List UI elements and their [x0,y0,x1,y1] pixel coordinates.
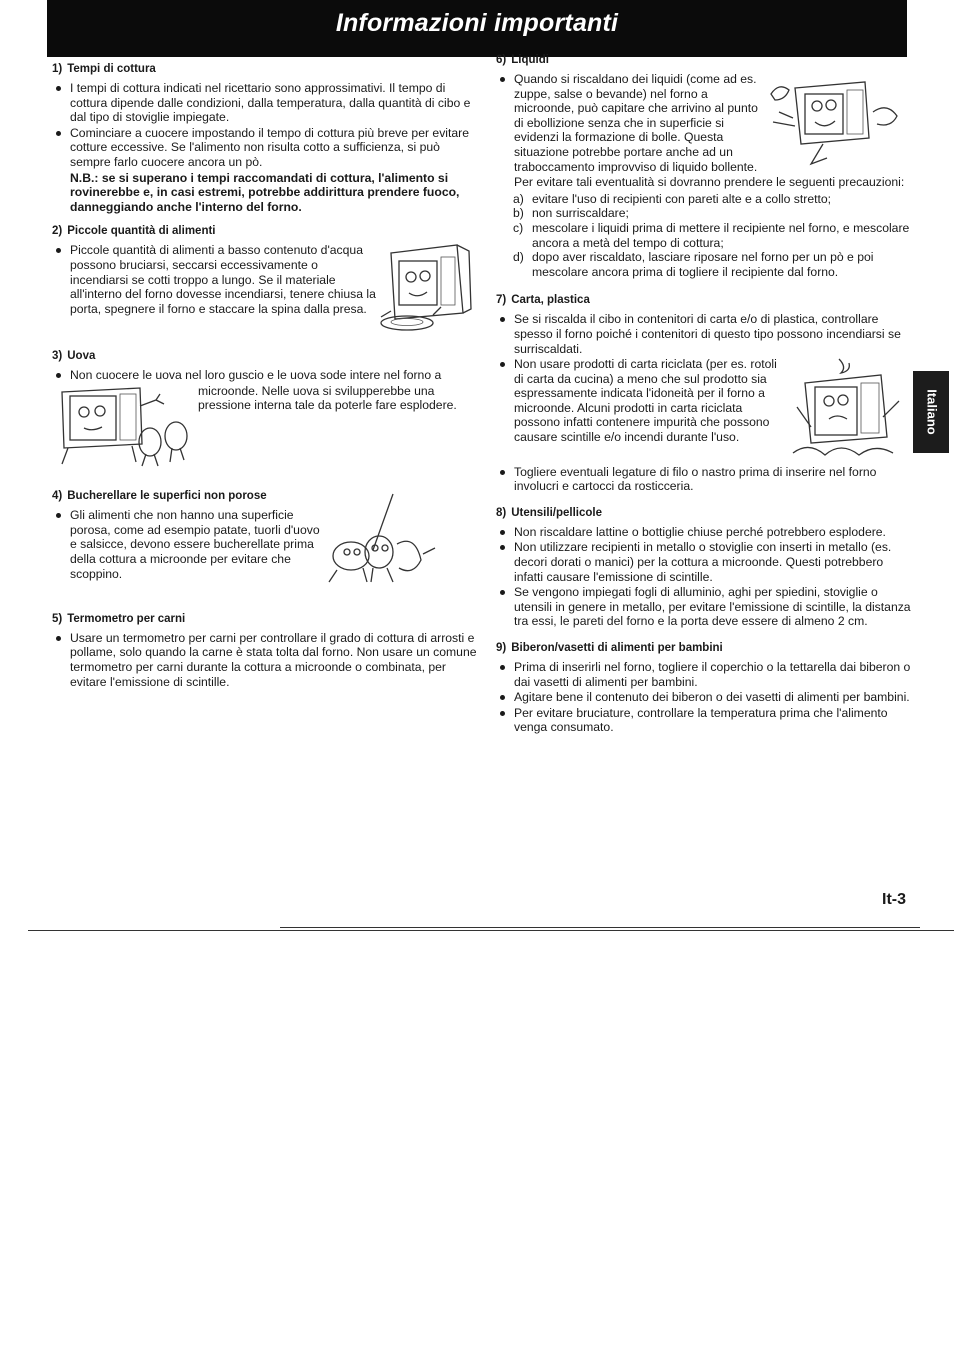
left-column [52,62,477,699]
list-item: I tempi di cottura indicati nel ricettario sono approssimativi. Il tempo di cottura dipende dalle condizioni, dalla temperatura, dalla quantità di cibo e dal tipo di stoviglie impiegate. [52,81,477,125]
list-item: Per evitare bruciature, controllare la temperatura prima che l'alimento venga consumato. [496,706,911,735]
list-item: a) evitare l'uso di recipienti con pareti alte e a collo stretto; [513,191,832,206]
section-baby-bottles [496,641,911,735]
bullet-list [496,465,911,494]
language-tab-label: Italiano [924,389,940,435]
list-item: Non cuocere le uova nel loro guscio e le uova sode intere nel forno a [52,368,477,383]
footer-rule [280,927,920,928]
footer-rule-bottom [28,930,954,931]
section-heading: 8) Utensili/pellicole [496,506,602,519]
list-item: Se si riscalda il cibo in contenitori di carta e/o di plastica, controllare spesso il forno poiché i contenitori di questo tipo possono incendiarsi se surriscaldati. [496,312,911,356]
section-heading: 7) Carta, plastica [496,294,590,307]
list-item: Usare un termometro per carni per controllare il grado di cottura di arrosti e pollame, solo quando la carne è stata tolta dal forno. Non usare un comune termometro per carni durante la cottura a microonde o combinata, per evitare l'emissione di scintille. [52,631,477,689]
section-utensils-films [496,506,911,629]
section-liquids [496,53,911,279]
list-item: c) mescolare i liquidi prima di mettere il recipiente nel forno, e mescolare ancora a metà del tempo di cottura; [513,220,910,250]
page-header [47,0,907,57]
bullet-list [496,660,911,735]
list-item: Quando si riscaldano dei liquidi (come ad es. zuppe, salse o bevande) nel forno a microonde, può capitare che arrivino al punto di ebollizione senza che in superficie si evidenzi la formazione di bolle. Questa situazione potrebbe portare anche ad un traboccamento improvviso di liquido bollente. [496,72,911,174]
section-meat-thermometer [52,612,477,689]
section-eggs [52,349,477,471]
section-cooking-times [52,62,477,214]
section-heading: 5) Termometro per carni [52,612,186,625]
bullet-list [496,357,911,445]
list-item: Togliere eventuali legature di filo o nastro prima di inserire nel forno involucri e cartocci da rosticceria. [496,465,911,494]
section-heading: 4) Bucherellare le superfici non porose [52,490,267,503]
section-heading: 2) Piccole quantità di alimenti [52,225,216,238]
list-item: Cominciare a cuocere impostando il tempo di cottura più breve per evitare cotture eccessive. Se l'alimento non risulta cotto a sufficienza, si può sempre farlo cuocere ancora un pò. [52,126,477,170]
note-bold: N.B.: se si superano i tempi raccomandati di cottura, l'alimento si rovinerebbe e, in casi estremi, potrebbe addirittura prendere fuoco, danneggiando anche l'interno del forno. [70,170,460,214]
section-pierce-surfaces [52,489,477,594]
list-item: Agitare bene il contenuto dei biberon o dei vasetti di alimenti per bambini. [496,690,911,705]
eggs-text-continued: microonde. Nelle uova si svilupperebbe una pressione interna tale da poterle fare esplodere. [198,383,457,413]
list-item: Non usare prodotti di carta riciclata (per es. rotoli di carta da cucina) a meno che sul prodotto sia espressamente indicata l'idoneità per il forno a microonde. Alcuni prodotti in carta riciclata possono infatti contenere impurità che possono causare scintille e/o incendi durante l'uso. [496,357,911,445]
bullet-list [52,508,477,581]
list-item: b) non surriscaldare; [513,206,629,221]
bullet-list [496,312,911,356]
bullet-list [52,243,477,316]
bullet-list [496,525,911,629]
microwave-eggs-illustration [52,384,190,472]
precautions-list [496,192,911,280]
list-item: Piccole quantità di alimenti a basso contenuto d'acqua possono bruciarsi, seccarsi eccessivamente o incendiarsi se cotti troppo a lungo. Se il materiale all'interno del forno dovesse incendiarsi, tenere chiusa la porta, spegnere il forno e staccare la spina dalla presa. [52,243,477,316]
list-item: Prima di inserirli nel forno, togliere il coperchio o la tettarella dai biberon o dai vasetti di alimenti per bambini. [496,660,911,689]
section-heading: 3) Uova [52,349,96,362]
section-heading: 1) Tempi di cottura [52,63,156,75]
page-title: Informazioni importanti [335,9,619,37]
section-small-quantities [52,224,477,339]
list-item: Se vengono impiegati fogli di alluminio, aghi per spiedini, stoviglie o utensili in genere in metallo, per evitare l'emissione di scintille, la distanza tra essi, le pareti del forno e la porta deve essere di almeno 2 cm. [496,585,911,629]
language-tab [913,371,949,453]
list-item: Gli alimenti che non hanno una superficie porosa, come ad esempio patate, tuorli d'uovo e salsicce, devono essere bucherellate prima della cottura a microonde per evitare che scoppino. [52,508,477,581]
bullet-list [52,81,477,170]
list-item: Non utilizzare recipienti in metallo o stoviglie con inserti in metallo (es. decori dorati o manici) per la cottura a microonde. Questi potrebbero infatti causare l'emissione di scintille. [496,540,911,584]
list-item: d) dopo aver riscaldato, lasciare riposare nel forno per un pò e poi mescolare ancora prima di togliere il recipiente dal forno. [513,250,874,279]
bullet-list [52,368,477,383]
section-paper-plastic [496,293,911,494]
precautions-intro: Per evitare tali eventualità si dovranno prendere le seguenti precauzioni: [514,175,905,190]
section-heading: 6) Liquidi [496,54,549,66]
list-item: Non riscaldare lattine o bottiglie chiuse perché potrebbero esplodere. [496,525,911,540]
right-column [496,53,911,745]
bullet-list [496,72,911,174]
bullet-list [52,631,477,689]
section-heading: 9) Biberon/vasetti di alimenti per bambini [496,642,723,655]
page-number: It-3 [882,891,906,908]
